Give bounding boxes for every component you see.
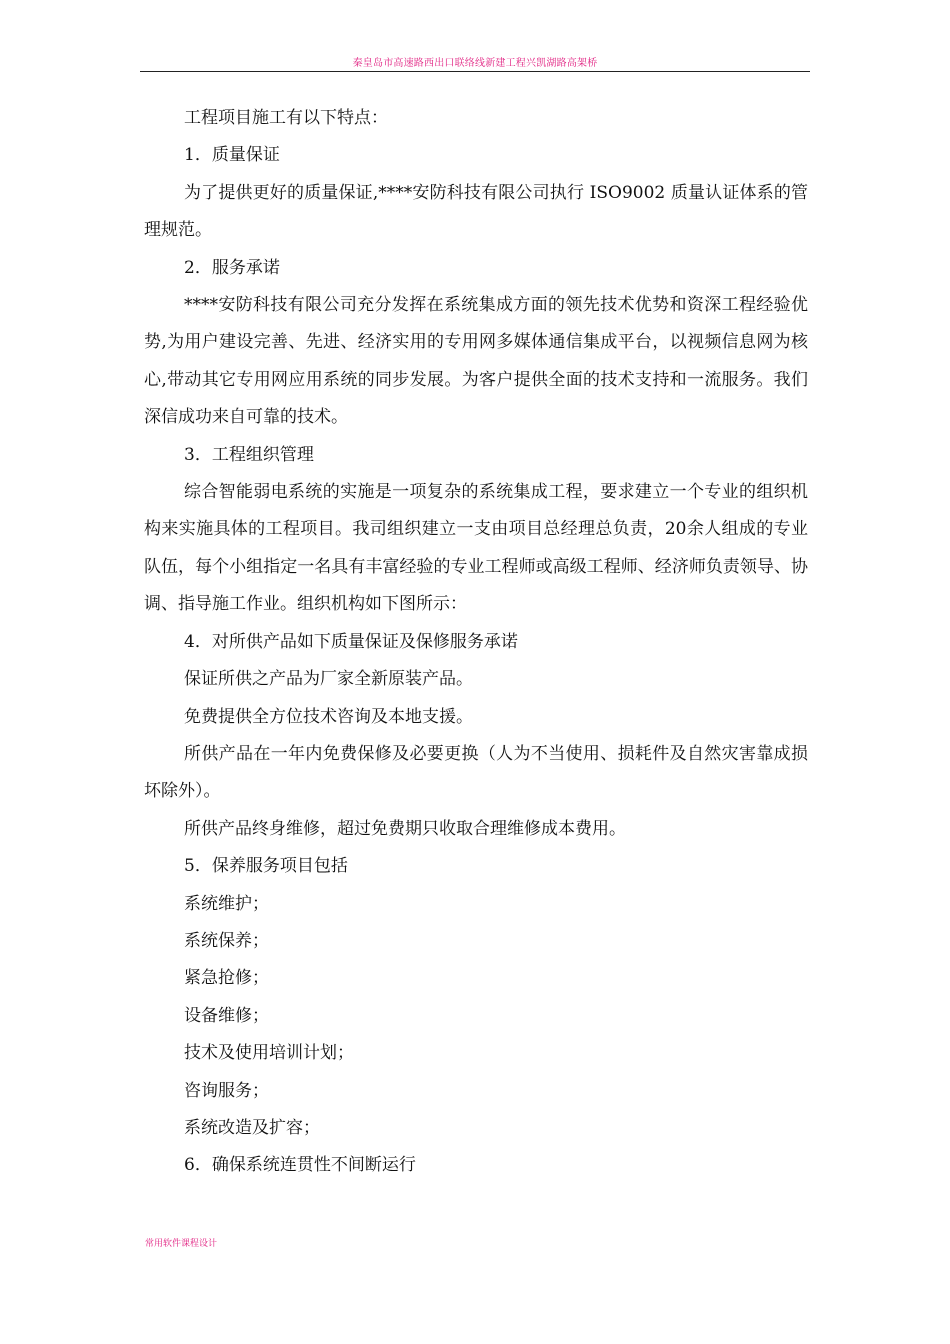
list-item: 系统保养； [184,930,269,951]
page-footer: 常用软件课程设计 [145,1239,218,1249]
list-item: 紧急抢修； [184,968,269,989]
page-header-title: 秦皇岛市高速路西出口联络线新建工程兴凯湖路高架桥 [352,58,598,69]
header-rule [140,71,810,72]
heading-maintenance-items: 5．保养服务项目包括 [184,856,348,877]
paragraph-warranty-repair: 所供产品在一年内免费保修及必要更换（人为不当使用、损耗件及自然灾害靠成损坏除外）。 [144,743,808,802]
paragraph-warranty-support: 免费提供全方位技术咨询及本地支援。 [184,706,473,727]
list-item: 系统改造及扩容； [184,1117,320,1138]
heading-service-commitment: 2．服务承诺 [184,257,280,278]
paragraph-warranty-original: 保证所供之产品为厂家全新原装产品。 [184,669,473,690]
paragraph-service-commitment: ****安防科技有限公司充分发挥在系统集成方面的领先技术优势和资深工程经验优势,为用户建设完善、先进、经济实用的专用网多媒体通信集成平台，以视频信息网为核心,带动其它专用网应用系统的同步发展。为客户提供全面的技术支持和一流服务。我们深信成功来自可靠的技术。 [144,295,808,428]
paragraph-intro: 工程项目施工有以下特点： [184,108,388,128]
heading-continuous-operation: 6．确保系统连贯性不间断运行 [184,1155,416,1176]
paragraph-quality-assurance: 为了提供更好的质量保证,****安防科技有限公司执行 ISO9002 质量认证体系的管理规范。 [144,182,808,241]
paragraph-project-management: 综合智能弱电系统的实施是一项复杂的系统集成工程，要求建立一个专业的组织机构来实施具体的工程项目。我司组织建立一支由项目总经理总负责，20余人组成的专业队伍，每个小组指定一名具有丰富经验的专业工程师或高级工程师、经济师负责领导、协调、指导施工作业。组织机构如下图所示： [144,482,808,615]
document-body [144,100,808,1185]
heading-quality-assurance: 1．质量保证 [184,145,280,166]
paragraph-warranty-lifetime: 所供产品终身维修，超过免费期只收取合理维修成本费用。 [184,818,626,839]
list-item: 技术及使用培训计划； [184,1043,354,1064]
list-item: 系统维护； [184,893,269,914]
list-item: 咨询服务； [184,1080,269,1101]
heading-product-warranty: 4．对所供产品如下质量保证及保修服务承诺 [184,631,518,652]
heading-project-management: 3．工程组织管理 [184,444,314,465]
list-item: 设备维修； [184,1005,269,1026]
